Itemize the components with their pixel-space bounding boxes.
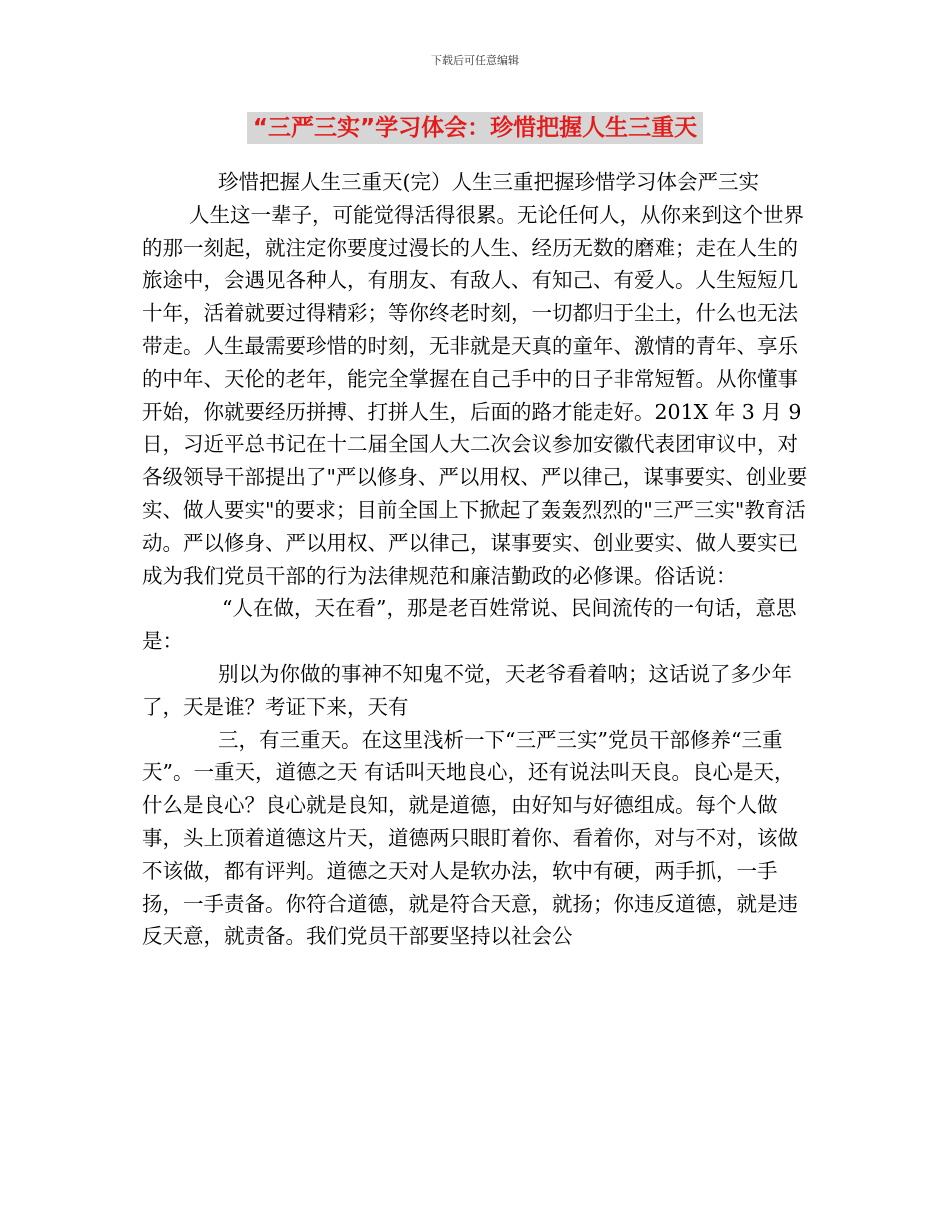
- document-body: [142, 166, 808, 953]
- paragraph-meaning: 别以为你做的事神不知鬼不觉，天老爷看着呐；这话说了多少年了，天是谁？考证下来，天有: [142, 661, 792, 719]
- paragraph-quote: “人在做，天在看”，那是老百姓常说、民间流传的一句话，意思是：: [142, 596, 797, 654]
- paragraph-subtitle: 珍惜把握人生三重天(完）人生三重把握珍惜学习体会严三实: [218, 170, 759, 194]
- paragraph-three-heavens: 三，有三重天。在这里浅析一下“三严三实”党员干部修养“三重天”。一重天，道德之天 有话叫天地良心，还有说法叫天良。良心是天，什么是良心？良心就是良知，就是道德，由好知与好德组成。每个人做事，头上顶着道德这片天，道德两只眼盯着你、看着你，对与不对，该做不该做，都有评判。道德之天对人是软办法，软中有硬，两手抓，一手扬，一手责备。你符合道德，就是符合天意，就扬；你违反道德，就是违反天意，就责备。我们党员干部要坚持以社会公: [142, 727, 798, 949]
- page-header: 下载后可任意编辑: [431, 54, 519, 67]
- title-container: [0, 112, 950, 144]
- document-title: “三严三实”学习体会：珍惜把握人生三重天: [247, 112, 703, 144]
- paragraph-intro: 人生这一辈子，可能觉得活得很累。无论任何人，从你来到这个世界的那一刻起，就注定你要度过漫长的人生、经历无数的磨难；走在人生的旅途中，会遇见各种人，有朋友、有敌人、有知己、有爱人。人生短短几十年，活着就要过得精彩；等你终老时刻，一切都归于尘土，什么也无法带走。人生最需要珍惜的时刻，无非就是天真的童年、激情的青年、享乐的中年、天伦的老年，能完全掌握在自己手中的日子非常短暂。从你懂事开始，你就要经历拼搏、打拼人生，后面的路才能走好。201X 年 3 月 9 日，习近平总书记在十二届全国人大二次会议参加安徽代表团审议中，对各级领导干部提出了"严以修身、严以用权、严以律己，谋事要实、创业要实、做人要实"的要求；目前全国上下掀起了轰轰烈烈的"三严三实"教育活动。严以修身、严以用权、严以律己，谋事要实、创业要实、做人要实已成为我们党员干部的行为法律规范和廉洁勤政的必修课。俗话说：: [142, 202, 808, 588]
